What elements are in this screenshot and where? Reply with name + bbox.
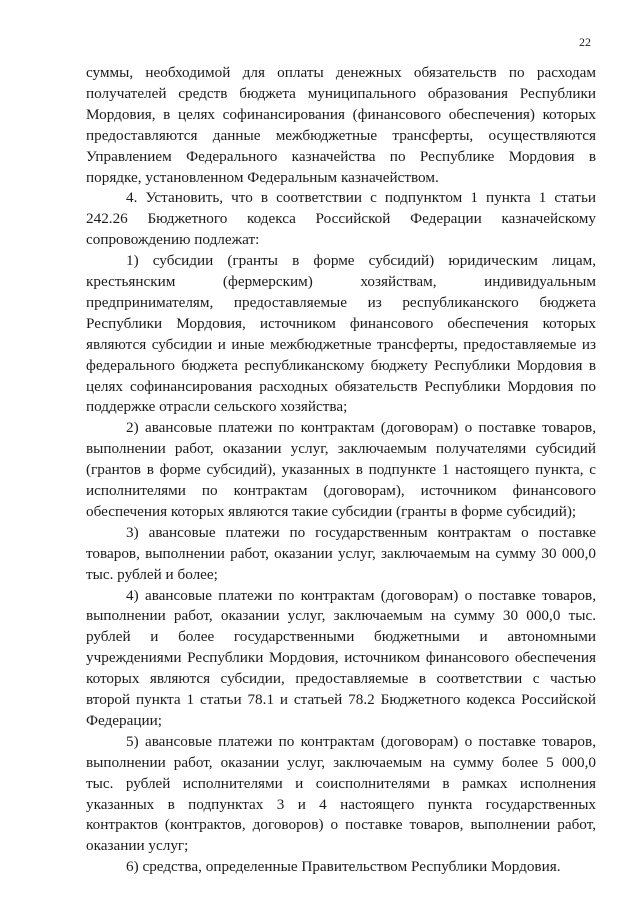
text-line: 4) авансовые платежи по контрактам (договорам) о поставке товаров, xyxy=(126,586,596,604)
text-line: контрактов (контрактов, договоров) о поставке товаров, выполнении работ, xyxy=(86,816,596,834)
text-line: которых являются субсидии, предоставляемые в соответствии с частью xyxy=(86,670,596,688)
text-line: обеспечения которых являются такие субсидии (гранты в форме субсидий); xyxy=(86,502,577,520)
text-line: выполнении работ, оказании услуг, заключаемым на сумму более 5 000,0 xyxy=(86,753,596,771)
text-line: получателей средств бюджета муниципального образования Республики xyxy=(86,84,596,102)
text-line: 4. Установить, что в соответствии с подпунктом 1 пункта 1 статьи xyxy=(126,189,596,207)
text-line: рублей и более государственными бюджетными и автономными xyxy=(86,628,596,646)
text-line: Управлением Федерального казначейства по Республике Мордовия в xyxy=(86,147,596,165)
text-line: (грантов в форме субсидий), указанных в подпункте 1 настоящего пункта, с xyxy=(86,461,596,479)
text-line: поддержке отрасли сельского хозяйства; xyxy=(86,398,348,416)
text-line: Федерации; xyxy=(86,711,162,729)
text-line: предпринимателям, предоставляемые из республиканского бюджета xyxy=(86,293,596,311)
text-line: выполнении работ, оказании услуг, заключаемым получателями субсидий xyxy=(86,440,596,458)
text-line: суммы, необходимой для оплаты денежных обязательств по расходам xyxy=(86,64,596,81)
text-line: федерального бюджета республиканскому бюджету Республики Мордовия в xyxy=(86,356,596,374)
text-line: крестьянским (фермерским) хозяйствам, индивидуальным xyxy=(86,273,596,290)
text-line: предоставляются данные межбюджетные трансферты, осуществляются xyxy=(86,126,596,144)
text-line: исполнителями по контрактам (договорам), источником финансового xyxy=(86,482,596,499)
text-line: 6) средства, определенные Правительством Республики Мордовия. xyxy=(126,858,561,876)
text-line: оказании услуг; xyxy=(86,837,189,855)
text-line: 5) авансовые платежи по контрактам (договорам) о поставке товаров, xyxy=(126,732,596,750)
text-line: Республики Мордовия, источником финансового обеспечения которых xyxy=(86,314,596,332)
text-line: порядке, установленном Федеральным казначейством. xyxy=(86,168,439,186)
page-number: 22 xyxy=(579,35,591,49)
text-line: 242.26 Бюджетного кодекса Российской Федерации казначейскому xyxy=(86,210,596,228)
text-line: целях софинансирования расходных обязательств Республики Мордовия по xyxy=(86,377,596,395)
text-line: указанных в подпунктах 3 и 4 настоящего пункта государственных xyxy=(86,795,596,813)
text-line: 3) авансовые платежи по государственным контрактам о поставке xyxy=(126,523,596,541)
text-line: сопровождению подлежат: xyxy=(86,231,260,249)
text-line: тыс. рублей и более; xyxy=(86,565,218,583)
text-line: выполнении работ, оказании услуг, заключаемым на сумму 30 000,0 тыс. xyxy=(86,607,596,625)
text-line: товаров, выполнении работ, оказании услуг, заключаемым на сумму 30 000,0 xyxy=(86,544,596,562)
text-line: учреждениями Республики Мордовия, источником финансового обеспечения xyxy=(86,649,596,667)
text-line: тыс. рублей исполнителями и соисполнителями в рамках исполнения xyxy=(86,774,596,792)
text-line: являются субсидии и иные межбюджетные трансферты, предоставляемые из xyxy=(86,335,596,353)
text-line: второй пункта 1 статьи 78.1 и статьей 78.2 Бюджетного кодекса Российской xyxy=(86,691,596,708)
text-line: 2) авансовые платежи по контрактам (договорам) о поставке товаров, xyxy=(126,419,596,437)
text-line: 1) субсидии (гранты в форме субсидий) юридическим лицам, xyxy=(126,252,596,270)
text-line: Мордовия, в целях софинансирования (финансового обеспечения) которых xyxy=(86,105,596,123)
